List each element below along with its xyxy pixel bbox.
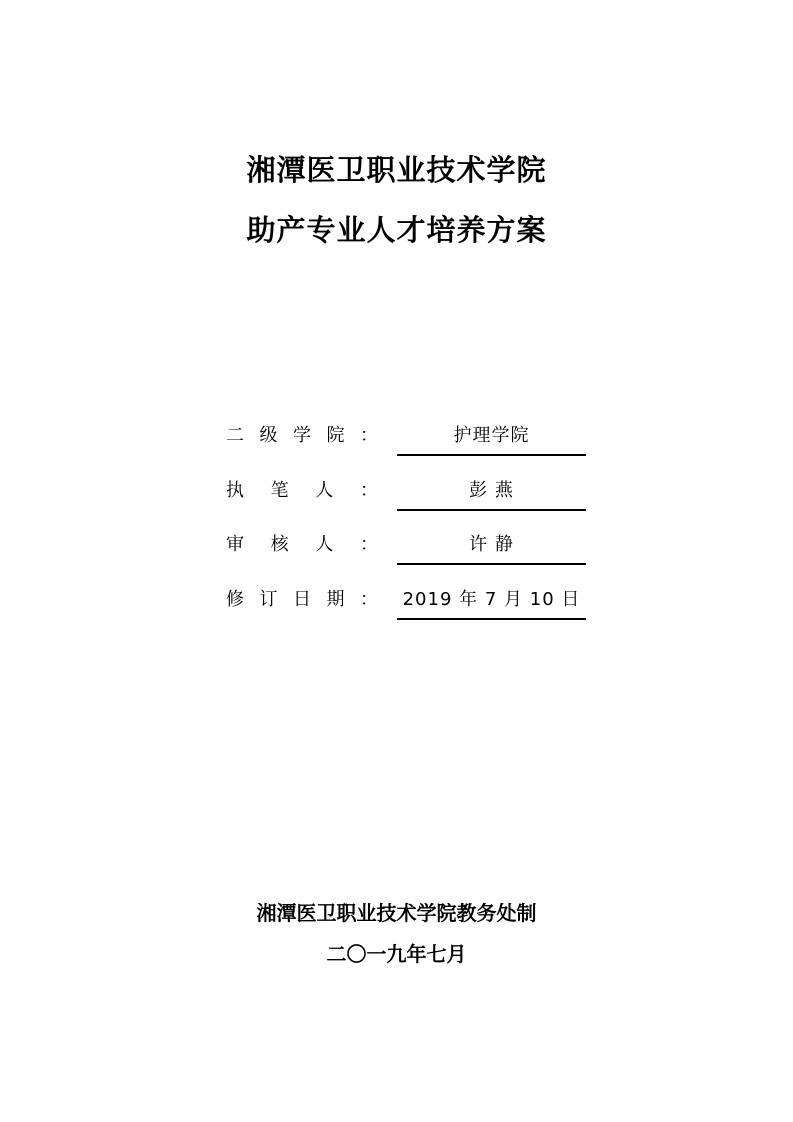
college-value: 护理学院 <box>453 425 530 446</box>
issue-date: 二〇一九年七月 <box>326 942 467 966</box>
document-title-institution: 湘潭医卫职业技术学院 <box>246 153 547 187</box>
issuing-office: 湘潭医卫职业技术学院教务处制 <box>256 901 537 925</box>
info-row-reviewer <box>226 526 586 578</box>
label-colon: ： <box>360 589 378 610</box>
label-char: 人 <box>315 480 334 501</box>
reviewer-underline-field <box>397 526 586 565</box>
label-char: 核 <box>270 534 289 555</box>
author-underline-field <box>397 472 586 511</box>
revision-date-underline-field <box>397 581 586 620</box>
author-label <box>226 478 378 504</box>
info-row-college <box>226 417 586 469</box>
label-char: 订 <box>259 589 278 610</box>
label-char: 级 <box>259 425 278 446</box>
label-char: 二 <box>226 425 244 446</box>
label-char: 审 <box>226 534 244 555</box>
label-char: 日 <box>293 589 311 610</box>
info-row-revision-date <box>226 581 586 633</box>
reviewer-value: 许 静 <box>469 534 514 555</box>
label-char: 修 <box>226 589 244 610</box>
label-char: 学 <box>293 425 311 446</box>
info-row-author <box>226 472 586 524</box>
reviewer-label <box>226 532 378 558</box>
author-value: 彭 燕 <box>469 480 514 501</box>
label-char: 人 <box>315 534 334 555</box>
revision-date-value: 2019 年 7 月 10 日 <box>402 589 581 610</box>
label-char: 执 <box>226 480 244 501</box>
label-colon: ： <box>359 480 378 501</box>
label-char: 院 <box>326 425 345 446</box>
document-title-program: 助产专业人才培养方案 <box>246 213 547 247</box>
label-char: 期 <box>326 589 345 610</box>
label-colon: ： <box>360 425 378 446</box>
label-char: 笔 <box>270 480 289 501</box>
revision-date-label <box>226 587 378 613</box>
college-label <box>226 423 378 449</box>
college-underline-field <box>397 417 586 456</box>
label-colon: ： <box>359 534 378 555</box>
